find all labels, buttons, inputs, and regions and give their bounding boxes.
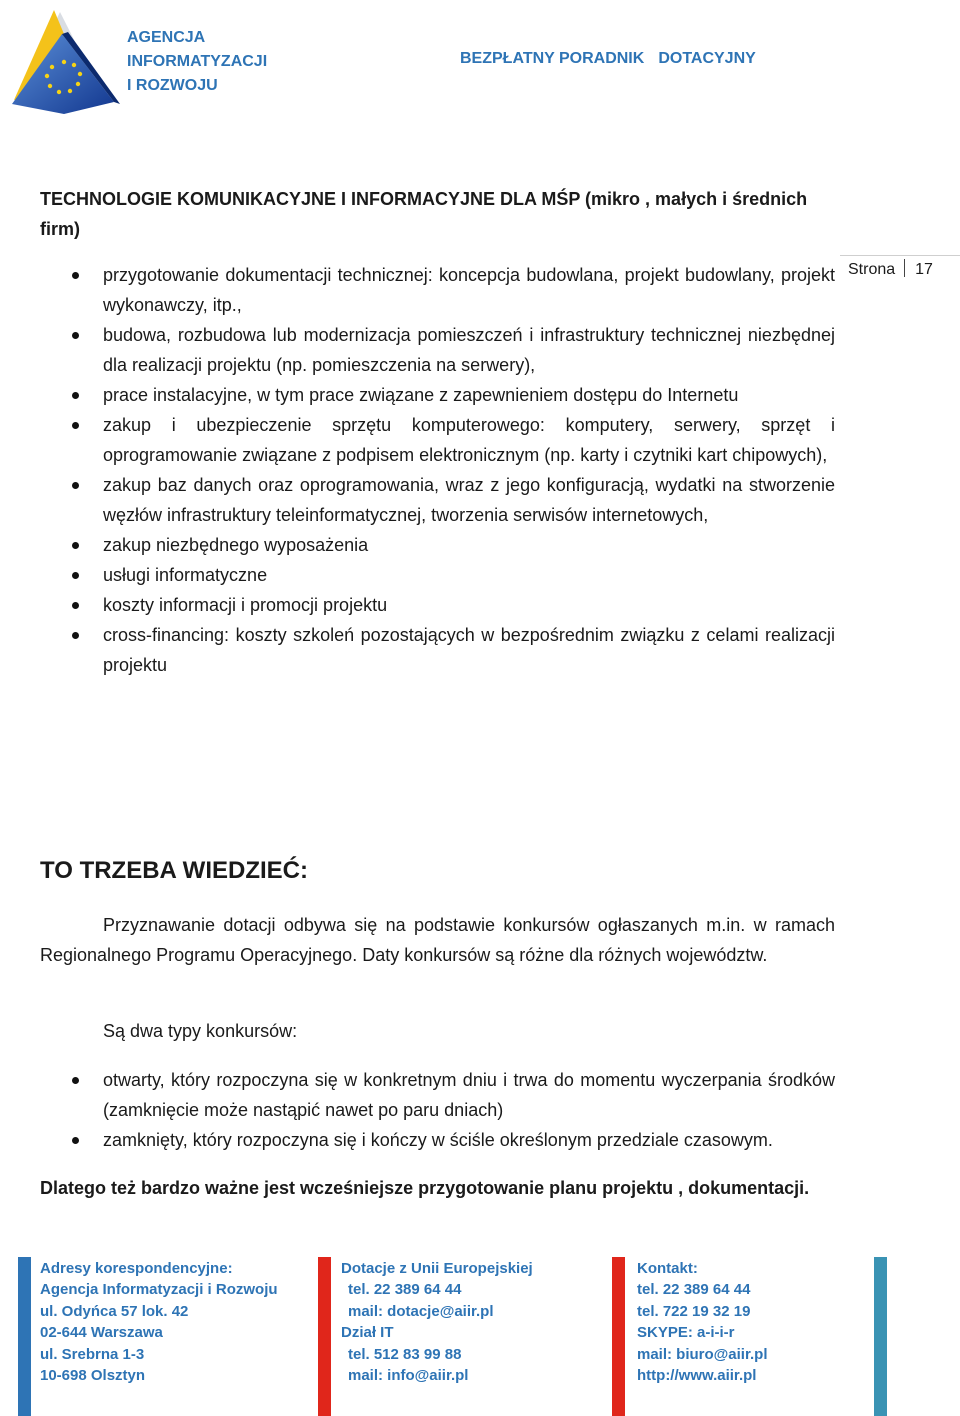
list-item: koszty informacji i promocji projektu: [40, 590, 835, 620]
section-title: TECHNOLOGIE KOMUNIKACYJNE I INFORMACYJNE DLA MŚP (mikro , małych i średnich firm): [40, 189, 808, 239]
footer-line: Dział IT: [341, 1324, 394, 1342]
footer-addresses: [40, 1258, 278, 1386]
footer-phone[interactable]: tel. 512 83 99 88: [348, 1345, 462, 1363]
footer-email[interactable]: mail: info@aiir.pl: [348, 1367, 469, 1385]
page-number: [848, 259, 933, 279]
footer-bar: [612, 1257, 625, 1416]
contest-types-list: [40, 1065, 835, 1155]
footer-website-link[interactable]: http://www.aiir.pl: [637, 1367, 757, 1385]
footer-line: Kontakt:: [637, 1260, 698, 1277]
page-number-separator: [904, 259, 905, 277]
list-item: budowa, rozbudowa lub modernizacja pomieszczeń i infrastruktury technicznej niezbędnej dla realizacji projektu (np. pomieszczenia na serwery),: [40, 320, 835, 380]
list-item: przygotowanie dokumentacji technicznej: koncepcja budowlana, projekt budowlany, projekt wykonawczy, itp.,: [40, 260, 835, 320]
agency-line: I ROZWOJU: [127, 77, 218, 94]
footer-line: Adresy korespondencyjne:: [40, 1260, 233, 1277]
list-item: zakup i ubezpieczenie sprzętu komputerowego: komputery, serwery, sprzęt i oprogramowanie związane z podpisem elektronicznym (np. karty i czytniki kart chipowych),: [40, 410, 835, 470]
eligible-costs-list: [40, 260, 835, 680]
guide-title: [460, 50, 756, 68]
footer-bar: [318, 1257, 331, 1416]
guide-word: DOTACYJNY: [658, 50, 756, 67]
page-label: Strona: [848, 261, 896, 278]
conclusion: Dlatego też bardzo ważne jest wcześniejsze przygotowanie planu projektu , dokumentacji.: [40, 1178, 810, 1198]
footer-line: ul. Srebrna 1-3: [40, 1345, 145, 1363]
footer-line: Agencja Informatyzacji i Rozwoju: [40, 1281, 278, 1299]
footer-line: 02-644 Warszawa: [40, 1324, 163, 1342]
agency-line: AGENCJA: [127, 29, 206, 46]
list-item: zamknięty, który rozpoczyna się i kończy w ściśle określonym przedziale czasowym.: [40, 1125, 835, 1155]
page-number-value: 17: [915, 261, 933, 278]
footer-line: ul. Odyńca 57 lok. 42: [40, 1302, 189, 1320]
agency-name: [127, 26, 267, 98]
list-item: zakup baz danych oraz oprogramowania, wraz z jego konfiguracją, wydatki na stworzenie węzłów infrastruktury teleinformatycznej, tworzenia serwisów internetowych,: [40, 470, 835, 530]
footer-departments: [341, 1258, 533, 1386]
footer-bar: [874, 1257, 887, 1416]
footer-email[interactable]: mail: biuro@aiir.pl: [637, 1345, 768, 1363]
list-item: cross-financing: koszty szkoleń pozostających w bezpośrednim związku z celami realizacji projektu: [40, 620, 835, 680]
footer-bar: [18, 1257, 31, 1416]
agency-line: INFORMATYZACJI: [127, 53, 268, 70]
info-heading: TO TRZEBA WIEDZIEĆ:: [40, 857, 308, 884]
footer-contact: [637, 1258, 767, 1386]
info-paragraph: Przyznawanie dotacji odbywa się na podstawie konkursów ogłaszanych m.in. w ramach Regionalnego Programu Operacyjnego. Daty konkursów są różne dla różnych województw.: [40, 915, 835, 965]
list-item: zakup niezbędnego wyposażenia: [40, 530, 835, 560]
contest-types-intro: Są dwa typy konkursów:: [103, 1021, 298, 1041]
agency-logo: [4, 4, 120, 116]
footer-skype[interactable]: SKYPE: a-i-i-r: [637, 1324, 735, 1342]
footer-email[interactable]: mail: dotacje@aiir.pl: [348, 1302, 494, 1320]
footer-line: 10-698 Olsztyn: [40, 1367, 146, 1385]
footer-line: Dotacje z Unii Europejskiej: [341, 1260, 533, 1277]
footer-phone[interactable]: tel. 722 19 32 19: [637, 1302, 751, 1320]
page-number-rule: [840, 255, 960, 256]
list-item: prace instalacyjne, w tym prace związane z zapewnieniem dostępu do Internetu: [40, 380, 835, 410]
footer-phone[interactable]: tel. 22 389 64 44: [348, 1281, 462, 1299]
list-item: otwarty, który rozpoczyna się w konkretnym dniu i trwa do momentu wyczerpania środków (zamknięcie może nastąpić nawet po paru dniach): [40, 1065, 835, 1125]
guide-word: BEZPŁATNY PORADNIK: [460, 50, 645, 67]
list-item: usługi informatyczne: [40, 560, 835, 590]
footer-phone[interactable]: tel. 22 389 64 44: [637, 1281, 751, 1299]
